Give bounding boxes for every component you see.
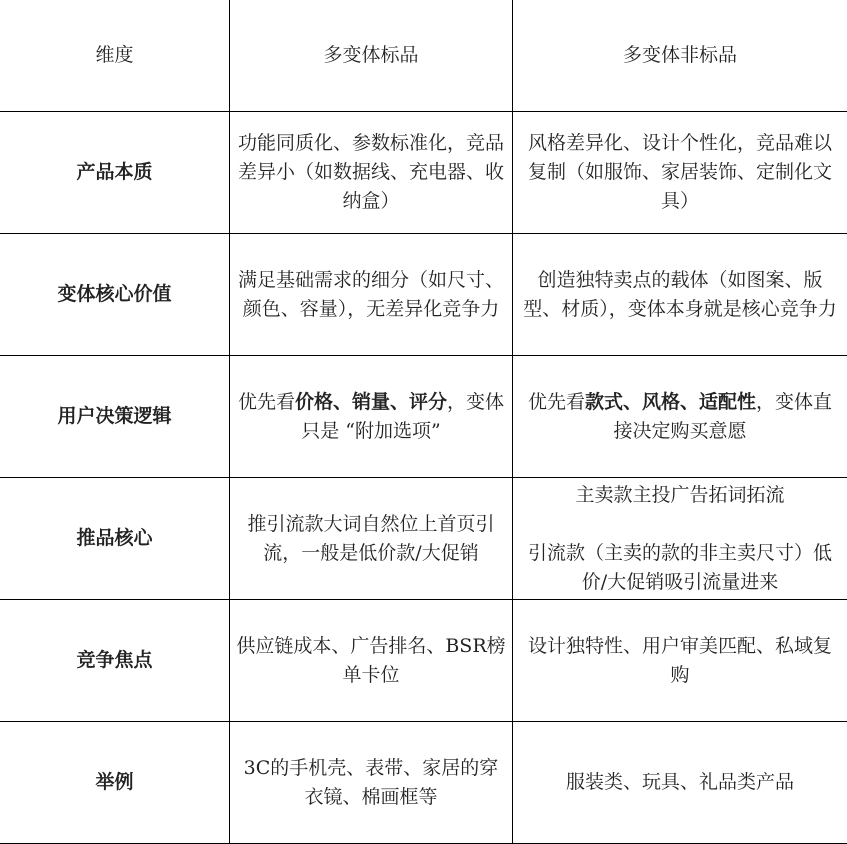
- row-standard-cell: [230, 356, 513, 478]
- row-dimension: 变体核心价值: [0, 234, 230, 356]
- line-spacer: [519, 510, 841, 539]
- nonstandard-prefix: 优先看: [528, 391, 585, 413]
- row-nonstandard-cell: 服装类、玩具、礼品类产品: [513, 722, 847, 844]
- row-standard-cell: 满足基础需求的细分（如尺寸、颜色、容量），无差异化竞争力: [230, 234, 513, 356]
- row-standard-cell: 功能同质化、参数标准化，竞品差异小（如数据线、充电器、收纳盒）: [230, 112, 513, 234]
- row-standard-cell: 推引流款大词自然位上首页引流，一般是低价款/大促销: [230, 478, 513, 600]
- row-dimension: 推品核心: [0, 478, 230, 600]
- row-dimension: 举例: [0, 722, 230, 844]
- table-row: [0, 722, 847, 844]
- row-standard-cell: 3C的手机壳、表带、家居的穿衣镜、棉画框等: [230, 722, 513, 844]
- table-row: [0, 112, 847, 234]
- table-row: [0, 600, 847, 722]
- row-dimension: 用户决策逻辑: [0, 356, 230, 478]
- header-dimension: 维度: [0, 0, 230, 112]
- row-standard-cell: 供应链成本、广告排名、BSR榜单卡位: [230, 600, 513, 722]
- table-row: [0, 356, 847, 478]
- nonstandard-emphasis: 款式、风格、适配性: [585, 391, 756, 413]
- table-row: [0, 234, 847, 356]
- header-nonstandard-product: 多变体非标品: [513, 0, 847, 112]
- standard-emphasis: 价格、销量、评分: [295, 391, 447, 413]
- table-row: [0, 478, 847, 600]
- table-header-row: [0, 0, 847, 112]
- row-nonstandard-cell: 风格差异化、设计个性化，竞品难以复制（如服饰、家居装饰、定制化文具）: [513, 112, 847, 234]
- row-nonstandard-cell: [513, 478, 847, 600]
- nonstandard-line-2: 引流款（主卖的款的非主卖尺寸）低价/大促销吸引流量进来: [519, 539, 841, 597]
- row-nonstandard-cell: 创造独特卖点的载体（如图案、版型、材质），变体本身就是核心竞争力: [513, 234, 847, 356]
- nonstandard-suffix: ，变体直接决定购买意愿: [613, 391, 832, 442]
- row-nonstandard-cell: [513, 356, 847, 478]
- standard-suffix: ，变体只是 “附加选项”: [301, 391, 504, 442]
- nonstandard-line-1: 主卖款主投广告拓词拓流: [519, 481, 841, 510]
- header-standard-product: 多变体标品: [230, 0, 513, 112]
- standard-prefix: 优先看: [238, 391, 295, 413]
- row-dimension: 产品本质: [0, 112, 230, 234]
- row-dimension: 竞争焦点: [0, 600, 230, 722]
- row-nonstandard-cell: 设计独特性、用户审美匹配、私域复购: [513, 600, 847, 722]
